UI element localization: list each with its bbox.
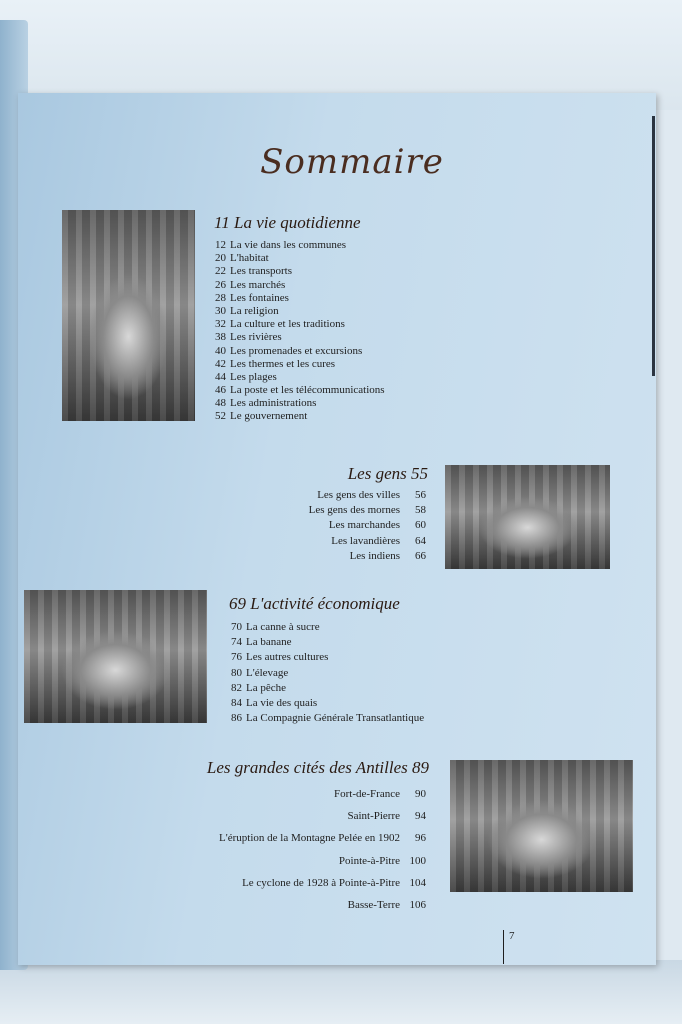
toc-item: Saint-Pierre 94 xyxy=(347,810,426,823)
section-page-number: 89 xyxy=(412,758,429,777)
photo-market-square xyxy=(62,210,195,421)
toc-item: 86 La Compagnie Générale Transatlantique xyxy=(231,712,425,725)
toc-item: 28 Les fontaines xyxy=(215,291,289,304)
section-title-text: L'activité économique xyxy=(250,594,400,613)
toc-item: 82 La pêche xyxy=(231,681,286,694)
toc-item: 40 Les promenades et excursions xyxy=(215,344,363,357)
toc-item: Les gens des mornes 58 xyxy=(308,504,426,517)
toc-list-grandes-cites xyxy=(219,788,426,912)
section-title-text: Les grandes cités des Antilles xyxy=(206,758,408,777)
toc-item: 52 Le gouvernement xyxy=(215,410,308,423)
toc-item: Basse-Terre 106 xyxy=(347,898,426,911)
toc-list-activite-economique xyxy=(224,621,424,725)
toc-item: 80 L'élevage xyxy=(231,666,289,679)
toc-item: 70 La canne à sucre xyxy=(231,621,320,633)
section-title-les-gens xyxy=(348,464,428,484)
toc-item: Fort-de-France 90 xyxy=(334,788,426,800)
section-title-activite-economique xyxy=(229,594,400,614)
toc-item: 44 Les plages xyxy=(215,370,277,383)
toc-item: 74 La banane xyxy=(231,636,292,649)
toc-item: 46 La poste et les télécommunications xyxy=(215,384,385,397)
toc-item: Les lavandières 64 xyxy=(331,534,426,547)
toc-item: Les indiens 66 xyxy=(349,549,426,562)
section-title-text: Les gens xyxy=(347,464,407,483)
section-title-text: La vie quotidienne xyxy=(234,213,361,232)
toc-item: 32 La culture et les traditions xyxy=(215,318,345,331)
toc-item: 42 Les thermes et les cures xyxy=(215,357,336,370)
page-title: Sommaire xyxy=(260,142,444,182)
section-page-number: 69 xyxy=(229,594,246,613)
toc-item: 38 Les rivières xyxy=(215,331,282,344)
page-number: 7 xyxy=(509,930,515,942)
toc-item: L'éruption de la Montagne Pelée en 1902 96 xyxy=(219,832,426,845)
toc-item: Les marchandes 60 xyxy=(328,519,426,532)
toc-item: 84 La vie des quais xyxy=(231,696,318,709)
background-table xyxy=(0,960,682,1024)
toc-item: 22 Les transports xyxy=(215,265,293,278)
section-page-number: 55 xyxy=(411,464,428,483)
photo-women-portrait xyxy=(445,465,610,569)
toc-item: 76 Les autres cultures xyxy=(231,651,329,664)
photo-city-street xyxy=(450,760,633,892)
toc-item: 48 Les administrations xyxy=(215,397,317,410)
toc-item: 20 L'habitat xyxy=(215,252,269,265)
section-page-number: 11 xyxy=(214,213,230,232)
toc-item: Le cyclone de 1928 à Pointe-à-Pitre 104 xyxy=(242,876,426,889)
toc-item: 26 Les marchés xyxy=(215,278,286,291)
toc-list-les-gens xyxy=(309,489,426,563)
photo-market-vendors xyxy=(24,590,207,723)
toc-item: Les gens des villes 56 xyxy=(317,489,426,501)
toc-item: 12 La vie dans les communes xyxy=(215,239,347,251)
toc-item: 30 La religion xyxy=(215,304,279,317)
folio-divider xyxy=(503,930,504,964)
section-title-vie-quotidienne xyxy=(214,213,361,233)
section-title-grandes-cites xyxy=(207,758,429,778)
toc-item: Pointe-à-Pitre 100 xyxy=(338,854,426,867)
toc-list-vie-quotidienne xyxy=(208,239,385,424)
